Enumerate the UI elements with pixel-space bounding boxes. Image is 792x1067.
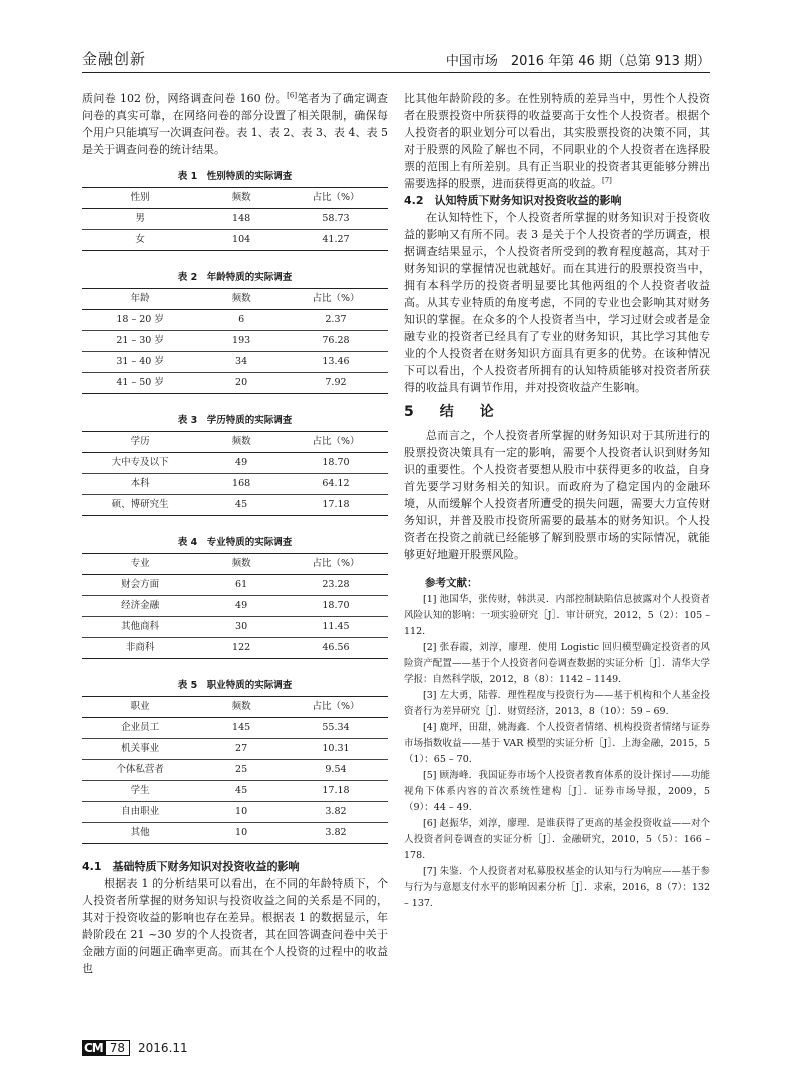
section-4-2-body: 在认知特性下，个人投资者所掌握的财务知识对于投资收益的影响又有所不同。表 3 是关于个人投资者的学历调查，根据调查结果显示，个人投资者所受到的教育程度越高，其对于财务知识的掌握情况也就越好。而在其进行的股票投资当中，拥有本科学历的投资者明显要比其他两组的个人投资者收益高。从其专业特质的角度考虑，不同的专业也会影响其对财务知识的掌握。在众多的个人投资者当中，学习过财会或者是金融专业的投资者已经具有了专业的财务知识，其比学习其他专业的个人投资者在财务知识方面具有更多的优势。在该种情况下可以看出，个人投资者所拥有的认知特质能够对投资者所获得的收益具有调节作用，并对投资收益产生影响。 <box>404 211 710 394</box>
section-5-heading: 5 结 论 <box>404 404 500 420</box>
section-4-1-body: 根据表 1 的分析结果可以看出，在不同的年龄特质下，个人投资者所掌握的财务知识与投资收益之间的关系是不同的，其对于投资收益的影响也存在差异。根据表 1 的数据显示，年龄阶段在 21 ~30 岁的个人投资者，其在回答调查问卷中关于金融方面的问题正确率更高。而其在个人投资的过程中的收益也 <box>82 877 388 975</box>
table-row: 个体私营者 25 9.54 <box>82 760 388 781</box>
table-row: 硕、博研究生 45 17.18 <box>82 495 388 516</box>
issue-date: 2016.11 <box>138 1041 188 1055</box>
table-2: 年龄 频数 占比（%） 18 – 20 岁 6 2.37 21 – 30 岁 193 76.28 31 – 40 岁 34 13.46 41 – 50 岁 20 7.92 <box>82 288 388 394</box>
table-5-title: 表 5 职业特质的实际调查 <box>177 680 293 691</box>
section-4-2-heading: 4.2 认知特质下财务知识对投资收益的影响 <box>404 194 622 207</box>
table-row: 41 – 50 岁 20 7.92 <box>82 373 388 394</box>
table-3-title: 表 3 学历特质的实际调查 <box>177 415 293 426</box>
table-3: 学历 频数 占比（%） 大中专及以下 49 18.70 本科 168 64.12 硕、博研究生 45 17.18 <box>82 431 388 516</box>
table-row: 其他商科 30 11.45 <box>82 617 388 638</box>
section-header: 金融创新 <box>82 50 147 68</box>
table-4-title: 表 4 专业特质的实际调查 <box>177 537 293 548</box>
table-row: 本科 168 64.12 <box>82 474 388 495</box>
table-row: 非商科 122 46.56 <box>82 638 388 659</box>
references-heading: 参考文献： <box>425 577 478 589</box>
header-rule <box>82 72 710 73</box>
left-column <box>82 90 388 977</box>
continued-paragraph: 比其他年龄阶段的多。在性别特质的差异当中，男性个人投资者在股票投资中所获得的收益要高于女性个人投资者。根据个人投资者的职业划分可以看出，其实股票投资的决策不同，其对于股票的风险了解也不同，不同职业的个人投资者在选择股票的范围上有所差别。具有正当职业的投资者其更能够分辨出需要选择的股票，进而获得更高的收益。[7] <box>404 92 710 190</box>
table-1: 性别 频数 占比（%） 男 148 58.73 女 104 41.27 <box>82 187 388 251</box>
table-row: 31 – 40 岁 34 13.46 <box>82 352 388 373</box>
reference-item: [4] 鹿坪，田甜，姚海鑫．个人投资者情绪、机构投资者情绪与证券市场指数收益——基于 VAR 模型的实证分析［J］．上海金融，2015，5（1）：65 – 70. <box>404 722 710 765</box>
table-row: 其他 10 3.82 <box>82 823 388 844</box>
table-row: 经济金融 49 18.70 <box>82 596 388 617</box>
table-row: 学生 45 17.18 <box>82 781 388 802</box>
table-row: 大中专及以下 49 18.70 <box>82 453 388 474</box>
conclusion-body: 总而言之，个人投资者所掌握的财务知识对于其所进行的股票投资决策具有一定的影响，需要个人投资者认识到财务知识的重要性。个人投资者要想从股市中获得更多的收益，自身首先要学习财务相关的知识。而政府为了稳定国内的金融环境，从而缓解个人投资者所遭受的损失问题，需要大力宣传财务知识，并普及股市投资所需要的最基本的财务知识。个人投资者在投资之前就已经能够了解到股票市场的实际情况，就能够更好地避开股票风险。 <box>404 429 710 561</box>
reference-item: [6] 赵振华，刘淳，廖理．是谁获得了更高的基金投资收益——对个人投资者问卷调查的实证分析［J］．金融研究，2010，5（5）：166 – 178. <box>404 818 710 861</box>
section-4-1-heading: 4.1 基础特质下财务知识对投资收益的影响 <box>82 860 300 873</box>
table-row: 18 – 20 岁 6 2.37 <box>82 310 388 331</box>
intro-paragraph: 质问卷 102 份，网络调查问卷 160 份。[6]笔者为了确定调查问卷的真实可靠，在网络问卷的部分设置了相关限制，确保每个用户只能填写一次调查问卷。表 1、表 2、表 3、表 4、表 5 是关于调查问卷的统计结果。 <box>82 91 389 156</box>
table-4: 专业 频数 占比（%） 财会方面 61 23.28 经济金融 49 18.70 其他商科 30 11.45 非商科 122 46.56 <box>82 553 388 659</box>
page-number: 78 <box>105 1040 130 1056</box>
table-row: 女 104 41.27 <box>82 230 388 251</box>
reference-item: [7] 朱鉴．个人投资者对私募股权基金的认知与行为响应——基于参与行为与意愿支付水平的影响因素分析［J］．求索，2016，8（7）：132 – 137. <box>404 866 710 909</box>
journal-logo: CM <box>84 1041 103 1055</box>
right-column <box>404 90 710 912</box>
reference-item: [5] 顾海峰．我国证券市场个人投资者教育体系的设计探讨——功能视角下体系内容的首次系统性建构［J］．证券市场导报，2009，5（9）：44 – 49. <box>404 770 710 813</box>
table-row: 自由职业 10 3.82 <box>82 802 388 823</box>
table-row: 财会方面 61 23.28 <box>82 575 388 596</box>
journal-header: 中国市场 2016 年第 46 期（总第 913 期） <box>445 54 710 69</box>
table-row: 男 148 58.73 <box>82 209 388 230</box>
table-row: 21 – 30 岁 193 76.28 <box>82 331 388 352</box>
table-2-title: 表 2 年龄特质的实际调查 <box>177 272 293 283</box>
reference-item: [1] 池国华，张传财，韩洪灵．内部控制缺陷信息披露对个人投资者风险认知的影响：一项实验研究［J］．审计研究，2012，5（2）：105 – 112. <box>404 594 710 637</box>
table-row: 企业员工 145 55.34 <box>82 718 388 739</box>
reference-item: [3] 左大勇，陆蓉．理性程度与投资行为——基于机构和个人基金投资者行为差异研究［J］．财贸经济，2013，8（10）：59 – 69. <box>404 690 710 717</box>
table-1-title: 表 1 性别特质的实际调查 <box>177 171 293 182</box>
table-5: 职业 频数 占比（%） 企业员工 145 55.34 机关事业 27 10.31 个体私营者 25 9.54 学生 45 17.18 自由职业 10 3.82 其他 10 3.82 <box>82 696 388 844</box>
reference-item: [2] 张春霞，刘淳，廖理．使用 Logistic 回归模型确定投资者的风险资产配置——基于个人投资者问卷调查数据的实证分析［J］．清华大学学报：自然科学版，2012，8（8）：1142 – 1149. <box>404 642 710 685</box>
page-footer <box>82 1040 188 1056</box>
table-row: 机关事业 27 10.31 <box>82 739 388 760</box>
